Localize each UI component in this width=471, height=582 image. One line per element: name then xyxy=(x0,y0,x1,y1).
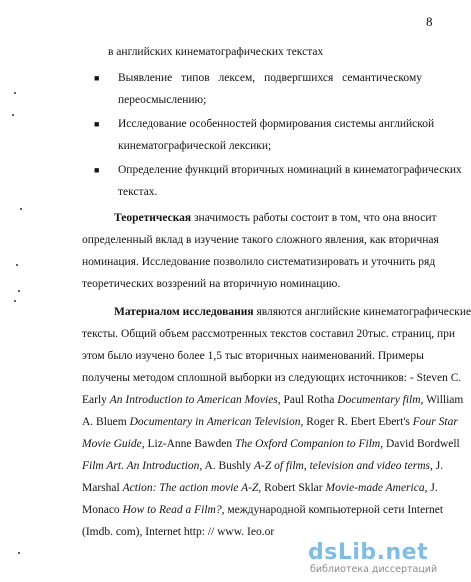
italic-title: How to Read a Film?, xyxy=(122,504,225,516)
word: Выявление xyxy=(118,72,173,84)
word: семантическому xyxy=(342,72,422,84)
bullet-text: Исследование особенностей формирования системы английской xyxy=(118,118,435,130)
bullet-item xyxy=(82,113,435,135)
word: типов xyxy=(181,72,210,84)
paragraph-line: номинация. Исследование позволило систематизировать и уточнить ряд xyxy=(82,256,436,268)
text-run: William xyxy=(423,394,464,406)
text-run: J. xyxy=(432,460,444,472)
bullet-text: переосмыслению; xyxy=(118,94,207,106)
text-line xyxy=(82,181,422,203)
text-run: Paul Rotha xyxy=(280,394,338,406)
italic-title: Movie-made America, xyxy=(325,482,428,494)
margin-mark xyxy=(20,208,22,210)
document-body xyxy=(82,41,471,543)
paragraph-line xyxy=(82,477,438,499)
word: лексем, xyxy=(218,72,256,84)
bullet-text: текстах. xyxy=(118,186,158,198)
italic-title: Documentary film, xyxy=(337,394,424,406)
italic-title: A-Z of film, television and video terms, xyxy=(253,460,433,472)
bold-term: Материалом исследования xyxy=(114,306,254,318)
word: подвергшихся xyxy=(264,72,334,84)
page-number: 8 xyxy=(426,14,433,29)
paragraph-line xyxy=(82,455,444,477)
italic-title: Four Star xyxy=(412,416,458,428)
text-run: Roger R. Ebert Ebert's xyxy=(303,416,413,428)
paragraph-line: этом было изучено более 1,5 тыс вторичных наименований. Примеры xyxy=(82,350,424,362)
paragraph-line: определенный вклад в изучение такого сложного явления, как вторичная xyxy=(82,234,439,246)
italic-title: Movie Guide xyxy=(82,438,142,450)
bullet-text: кинематографической лексики; xyxy=(118,140,272,152)
text-line xyxy=(82,41,422,63)
bullet-item xyxy=(82,159,462,181)
bullet-text: Определение функций вторичных номинаций в кинематографических xyxy=(118,164,462,176)
paragraph-text: являются английские кинематографические xyxy=(253,306,471,318)
text-run: , Liz-Anne Bawden xyxy=(141,438,235,450)
text-run: A. Bluem xyxy=(82,416,130,428)
text-line xyxy=(82,89,422,111)
paragraph-line xyxy=(82,433,460,455)
bullet-icon: ■ xyxy=(94,119,100,129)
bold-term: Теоретическая xyxy=(114,212,192,224)
margin-mark xyxy=(12,114,14,116)
watermark-subtitle: библиотека диссертаций xyxy=(310,564,438,575)
italic-title: The Oxford Companion to Film, xyxy=(234,438,384,450)
text-run: Marshal xyxy=(82,482,123,494)
text-run: Monaco xyxy=(82,504,123,516)
watermark xyxy=(308,540,440,576)
margin-mark xyxy=(18,552,20,554)
paragraph-line: тексты. Общий объем рассмотренных текстов составил 20тыс. страниц, при xyxy=(82,328,456,340)
text-run: Early xyxy=(82,394,110,406)
margin-mark xyxy=(14,92,16,94)
italic-title: An Introduction to American Movies, xyxy=(109,394,281,406)
text-run: Robert Sklar xyxy=(261,482,326,494)
bullet-text: в английских кинематографических текстах xyxy=(108,46,324,58)
italic-title: Action: The action movie A-Z, xyxy=(122,482,262,494)
margin-mark xyxy=(18,290,20,292)
text-run: международной компьютерной сети Internet xyxy=(224,504,444,516)
text-run: A. Bushly xyxy=(202,460,254,472)
paragraph-line: получены методом сплошной выборки из следующих источников: - Steven C. xyxy=(82,372,462,384)
margin-mark xyxy=(16,264,18,266)
text-line xyxy=(82,135,422,157)
bullet-icon: ■ xyxy=(94,165,100,175)
paragraph-text: значимость работы состоит в том, что она вносит xyxy=(191,212,437,224)
paragraph-line xyxy=(82,411,458,433)
text-run: J. xyxy=(427,482,438,494)
text-run: David Bordwell xyxy=(383,438,460,450)
bullet-item xyxy=(82,67,422,89)
margin-mark xyxy=(14,300,16,302)
paragraph-line xyxy=(82,389,464,411)
paragraph-line xyxy=(82,301,471,323)
paragraph-line xyxy=(82,499,444,521)
paragraph-line: (Imdb. com), Internet http: // www. Ieo.or xyxy=(82,526,275,538)
watermark-logo: dsLib.net xyxy=(308,540,429,565)
italic-title: Documentary in American Television, xyxy=(129,416,304,428)
paragraph-line xyxy=(82,207,437,229)
bullet-icon: ■ xyxy=(94,73,100,83)
paragraph-line: теоретических воззрений на вторичную номинацию. xyxy=(82,278,341,290)
italic-title: Film Art. An Introduction, xyxy=(82,460,203,472)
